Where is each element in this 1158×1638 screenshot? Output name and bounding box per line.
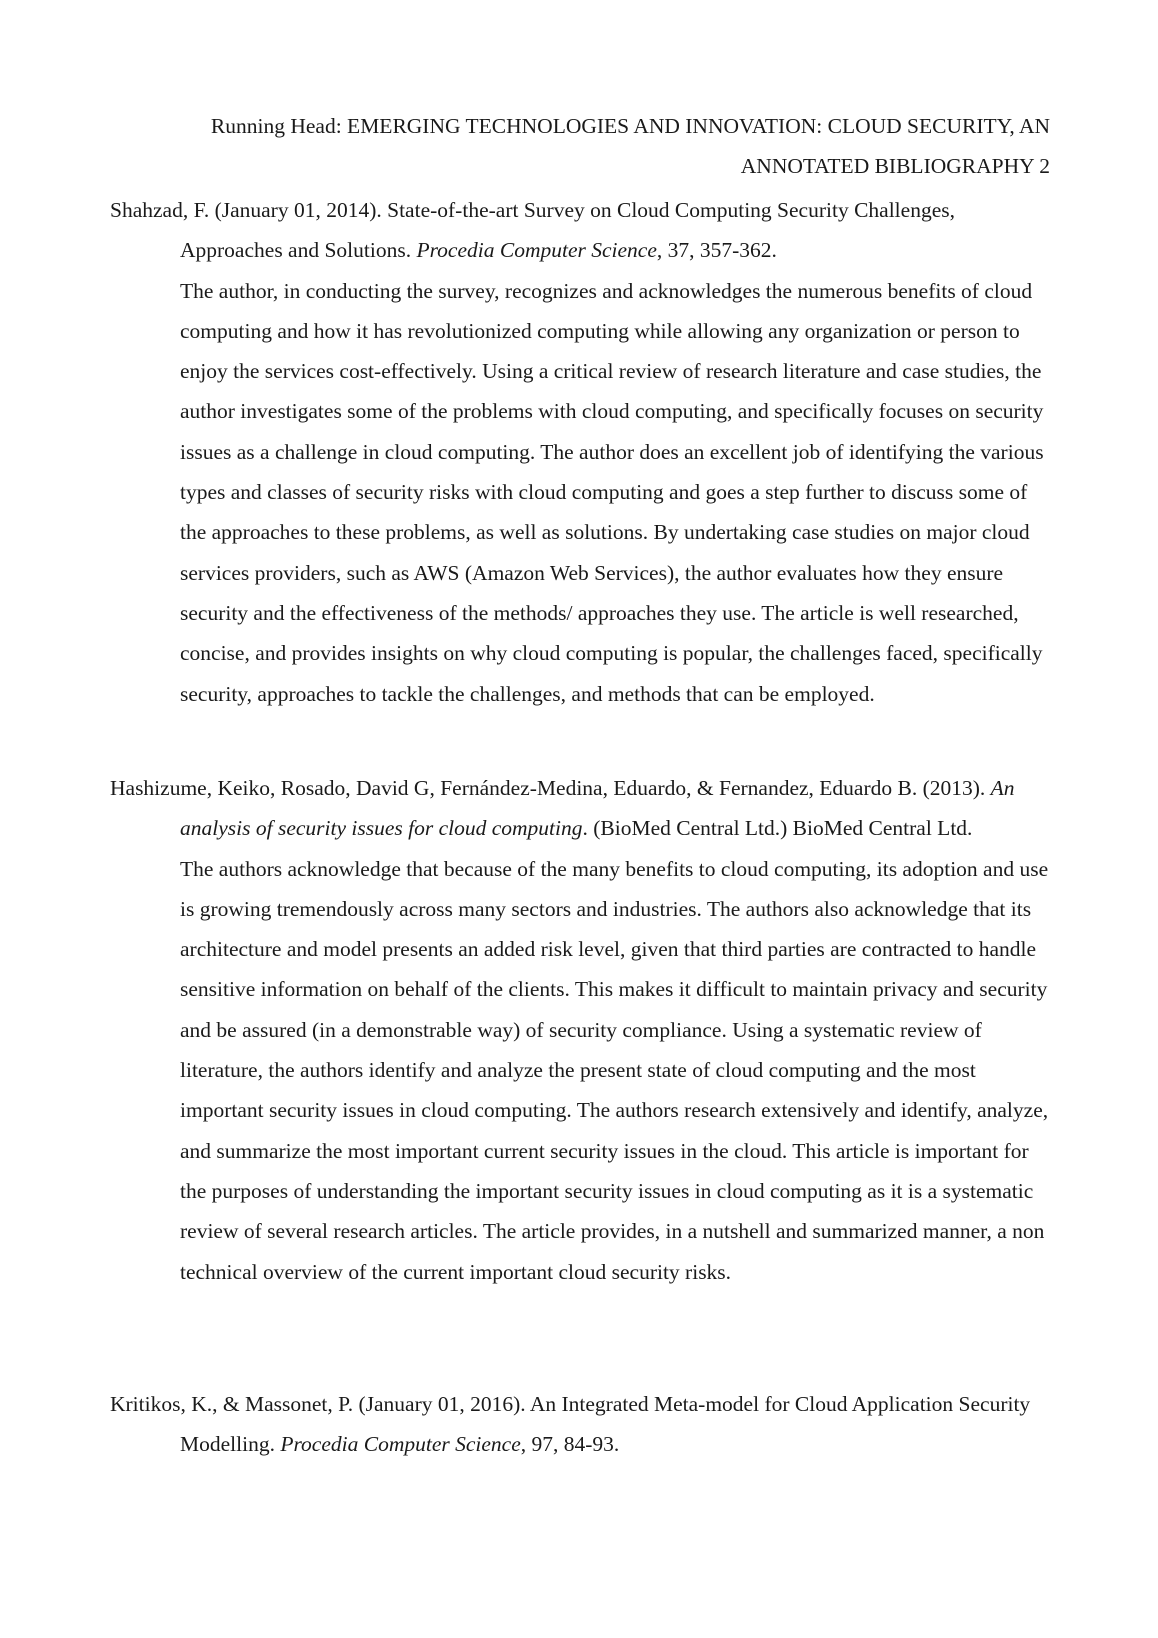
citation-details: , 37, 357-362. (656, 238, 777, 263)
citation-details: . (BioMed Central Ltd.) BioMed Central Ltd. (582, 816, 973, 841)
journal-title: Procedia Computer Science (280, 1432, 521, 1457)
citation (110, 190, 1050, 271)
running-head: Running Head: EMERGING TECHNOLOGIES AND INNOVATION: CLOUD SECURITY, AN ANNOTATED BIBLIOGRAPHY 2 (210, 114, 1050, 178)
citation-text: Kritikos, K., & Massonet, P. (January 01, 2016). An Integrated Meta-model for Cloud Application Security Modelling. (110, 1392, 1031, 1457)
bibliography-entry (110, 768, 1050, 1292)
journal-title: Procedia Computer Science (416, 238, 657, 263)
citation-text: Hashizume, Keiko, Rosado, David G, Fernández-Medina, Eduardo, & Fernandez, Eduardo B. (2013). (110, 776, 991, 800)
citation-details: , 97, 84-93. (520, 1432, 620, 1457)
citation-text: Shahzad, F. (January 01, 2014). State-of-the-art Survey on Cloud Computing Security Challenges, Approaches and Solutions. (110, 198, 955, 263)
citation (110, 768, 1050, 849)
bibliography-entry (110, 190, 1050, 714)
annotation-paragraph: The author, in conducting the survey, recognizes and acknowledges the numerous benefits of cloud computing and how it has revolutionized computing while allowing any organization or person to enjoy the services cost-effectively. Using a critical review of research literature and case studies, the author investigates some of the problems with cloud computing, and specifically focuses on security issues as a challenge in cloud computing. The author does an excellent job of identifying the various types and classes of security risks with cloud computing and goes a step further to discuss some of the approaches to these problems, as well as solutions. By undertaking case studies on major cloud services providers, such as AWS (Amazon Web Services), the author evaluates how they ensure security and the effectiveness of the methods/ approaches they use. The article is well researched, concise, and provides insights on why cloud computing is popular, the challenges faced, specifically security, approaches to tackle the challenges, and methods that can be employed. (180, 278, 1044, 706)
annotation-paragraph: The authors acknowledge that because of the many benefits to cloud computing, its adoption and use is growing tremendously across many sectors and industries. The authors also acknowledge that its architecture and model presents an added risk level, given that third parties are contracted to handle sensitive information on behalf of the clients. This makes it difficult to maintain privacy and security and be assured (in a demonstrable way) of security compliance. Using a systematic review of literature, the authors identify and analyze the present state of cloud computing and the most important security issues in cloud computing. The authors research extensively and identify, analyze, and summarize the most important current security issues in the cloud. This article is important for the purposes of understanding the important security issues in cloud computing as it is a systematic review of several research articles. The article provides, in a nutshell and summarized manner, a non technical overview of the current important cloud security risks. (180, 856, 1049, 1284)
work-title: An analysis of security issues for cloud computing (180, 776, 1015, 841)
bibliography-entry (110, 1384, 1050, 1465)
citation (110, 1384, 1050, 1465)
